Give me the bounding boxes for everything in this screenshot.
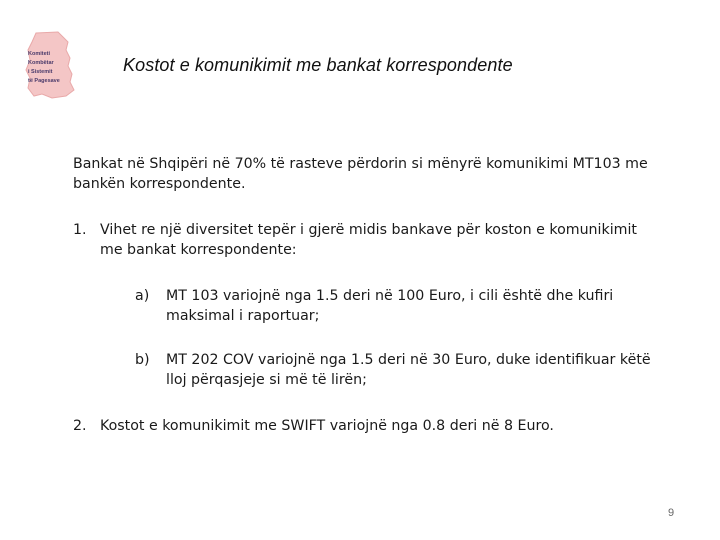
logo-lettering: Komiteti Kombëtar i Sistemit të Pagesave: [28, 51, 60, 84]
sub-item-a-marker: a): [135, 288, 150, 304]
page-number: 9: [668, 507, 675, 519]
sub-item-b-marker: b): [135, 352, 150, 368]
organization-logo: [22, 30, 82, 100]
slide-title: Kostot e komunikimit me bankat korrespondente: [123, 55, 513, 75]
list-item-2-number: 2.: [73, 418, 87, 434]
sub-item-a-text: MT 103 variojnë nga 1.5 deri në 100 Euro, i cili është dhe kufiri maksimal i raportuar;: [166, 288, 614, 324]
list-item-1-text: Vihet re një diversitet tepër i gjerë midis bankave për koston e komunikimit me bankat korrespondente:: [100, 222, 637, 258]
sub-item-b-text: MT 202 COV variojnë nga 1.5 deri në 30 Euro, duke identifikuar këtë lloj përqasjeje si më të lirën;: [166, 352, 651, 388]
list-item-1-number: 1.: [73, 222, 87, 238]
list-item-2-text: Kostot e komunikimit me SWIFT variojnë nga 0.8 deri në 8 Euro.: [100, 418, 554, 434]
intro-paragraph: Bankat në Shqipëri në 70% të rasteve përdorin si mënyrë komunikimi MT103 me bankën korrespondente.: [73, 156, 648, 192]
